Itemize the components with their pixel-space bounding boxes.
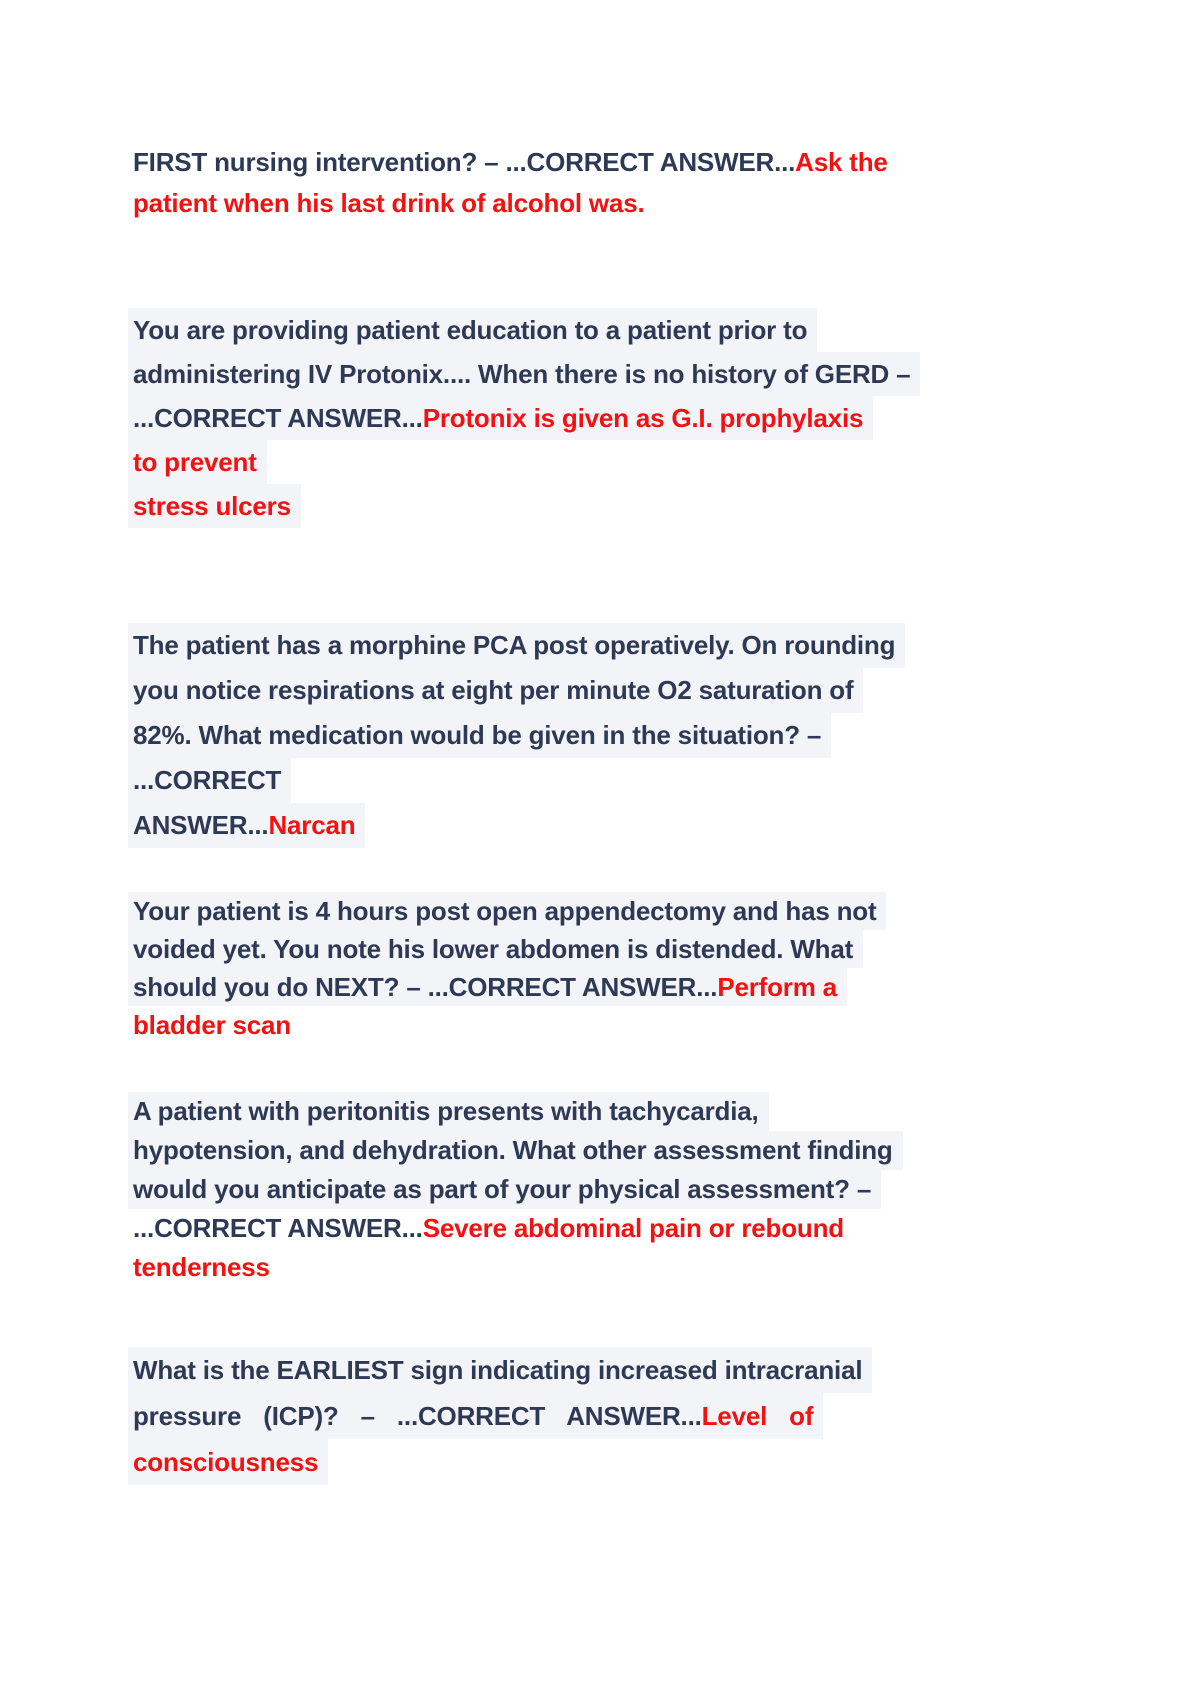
qa-block-5 bbox=[133, 1092, 1058, 1287]
answer-text: Level of bbox=[701, 1401, 814, 1431]
answer-text: Narcan bbox=[268, 810, 356, 840]
answer-text: patient when his last drink of alcohol was. bbox=[133, 188, 645, 218]
question-text: The patient has a morphine PCA post operatively. On rounding bbox=[133, 630, 896, 660]
question-text: FIRST nursing intervention? – ...CORRECT ANSWER... bbox=[133, 147, 796, 177]
text-line bbox=[133, 1006, 291, 1044]
text-line bbox=[128, 1347, 872, 1393]
question-text: What is the EARLIEST sign indicating increased intracranial bbox=[133, 1355, 863, 1385]
text-line bbox=[128, 1439, 328, 1485]
text-line bbox=[128, 803, 365, 848]
text-line bbox=[128, 968, 847, 1006]
qa-block-3 bbox=[133, 623, 1058, 848]
question-text: should you do NEXT? – ...CORRECT ANSWER... bbox=[133, 972, 718, 1002]
qa-block-2 bbox=[133, 308, 1058, 528]
question-text: You are providing patient education to a patient prior to bbox=[133, 315, 808, 345]
text-line bbox=[128, 623, 905, 668]
answer-text: consciousness bbox=[133, 1447, 319, 1477]
text-line bbox=[128, 1170, 881, 1209]
text-line bbox=[128, 930, 863, 968]
text-line bbox=[128, 396, 873, 440]
text-line bbox=[128, 668, 863, 713]
question-text: would you anticipate as part of your physical assessment? – bbox=[133, 1174, 872, 1204]
qa-block-6 bbox=[133, 1347, 1058, 1485]
text-line bbox=[128, 1393, 823, 1439]
text-line bbox=[133, 1209, 844, 1248]
answer-text: to prevent bbox=[133, 447, 257, 477]
question-text: 82%. What medication would be given in the situation? – bbox=[133, 720, 822, 750]
text-line bbox=[128, 1092, 769, 1131]
text-line bbox=[128, 892, 886, 930]
answer-text: Severe abdominal pain or rebound bbox=[422, 1213, 844, 1243]
question-text: ...CORRECT ANSWER... bbox=[133, 403, 423, 433]
question-text: voided yet. You note his lower abdomen is distended. What bbox=[133, 934, 854, 964]
answer-text: Ask the bbox=[795, 147, 888, 177]
text-line bbox=[128, 440, 267, 484]
text-line bbox=[128, 308, 817, 352]
qa-block-1 bbox=[133, 142, 1058, 224]
answer-text: stress ulcers bbox=[133, 491, 291, 521]
question-text: ...CORRECT bbox=[133, 765, 282, 795]
text-line bbox=[128, 484, 301, 528]
text-line bbox=[128, 713, 831, 758]
text-line bbox=[133, 183, 645, 224]
question-text: hypotension, and dehydration. What other assessment finding bbox=[133, 1135, 893, 1165]
question-text: you notice respirations at eight per minute O2 saturation of bbox=[133, 675, 854, 705]
text-line bbox=[133, 1248, 270, 1287]
question-text: A patient with peritonitis presents with tachycardia, bbox=[133, 1096, 759, 1126]
question-text: Your patient is 4 hours post open appendectomy and has not bbox=[133, 896, 877, 926]
answer-text: bladder scan bbox=[133, 1010, 291, 1040]
text-line bbox=[133, 142, 888, 183]
document-content bbox=[133, 142, 1058, 1485]
text-line bbox=[128, 352, 920, 396]
question-text: pressure (ICP)? – ...CORRECT ANSWER... bbox=[133, 1401, 702, 1431]
question-text: ANSWER... bbox=[133, 810, 269, 840]
text-line bbox=[128, 758, 291, 803]
question-text: administering IV Protonix.... When there is no history of GERD – bbox=[133, 359, 911, 389]
text-line bbox=[128, 1131, 903, 1170]
question-text: ...CORRECT ANSWER... bbox=[133, 1213, 423, 1243]
answer-text: Protonix is given as G.I. prophylaxis bbox=[422, 403, 864, 433]
answer-text: Perform a bbox=[717, 972, 837, 1002]
qa-block-4 bbox=[133, 892, 1058, 1044]
answer-text: tenderness bbox=[133, 1252, 270, 1282]
